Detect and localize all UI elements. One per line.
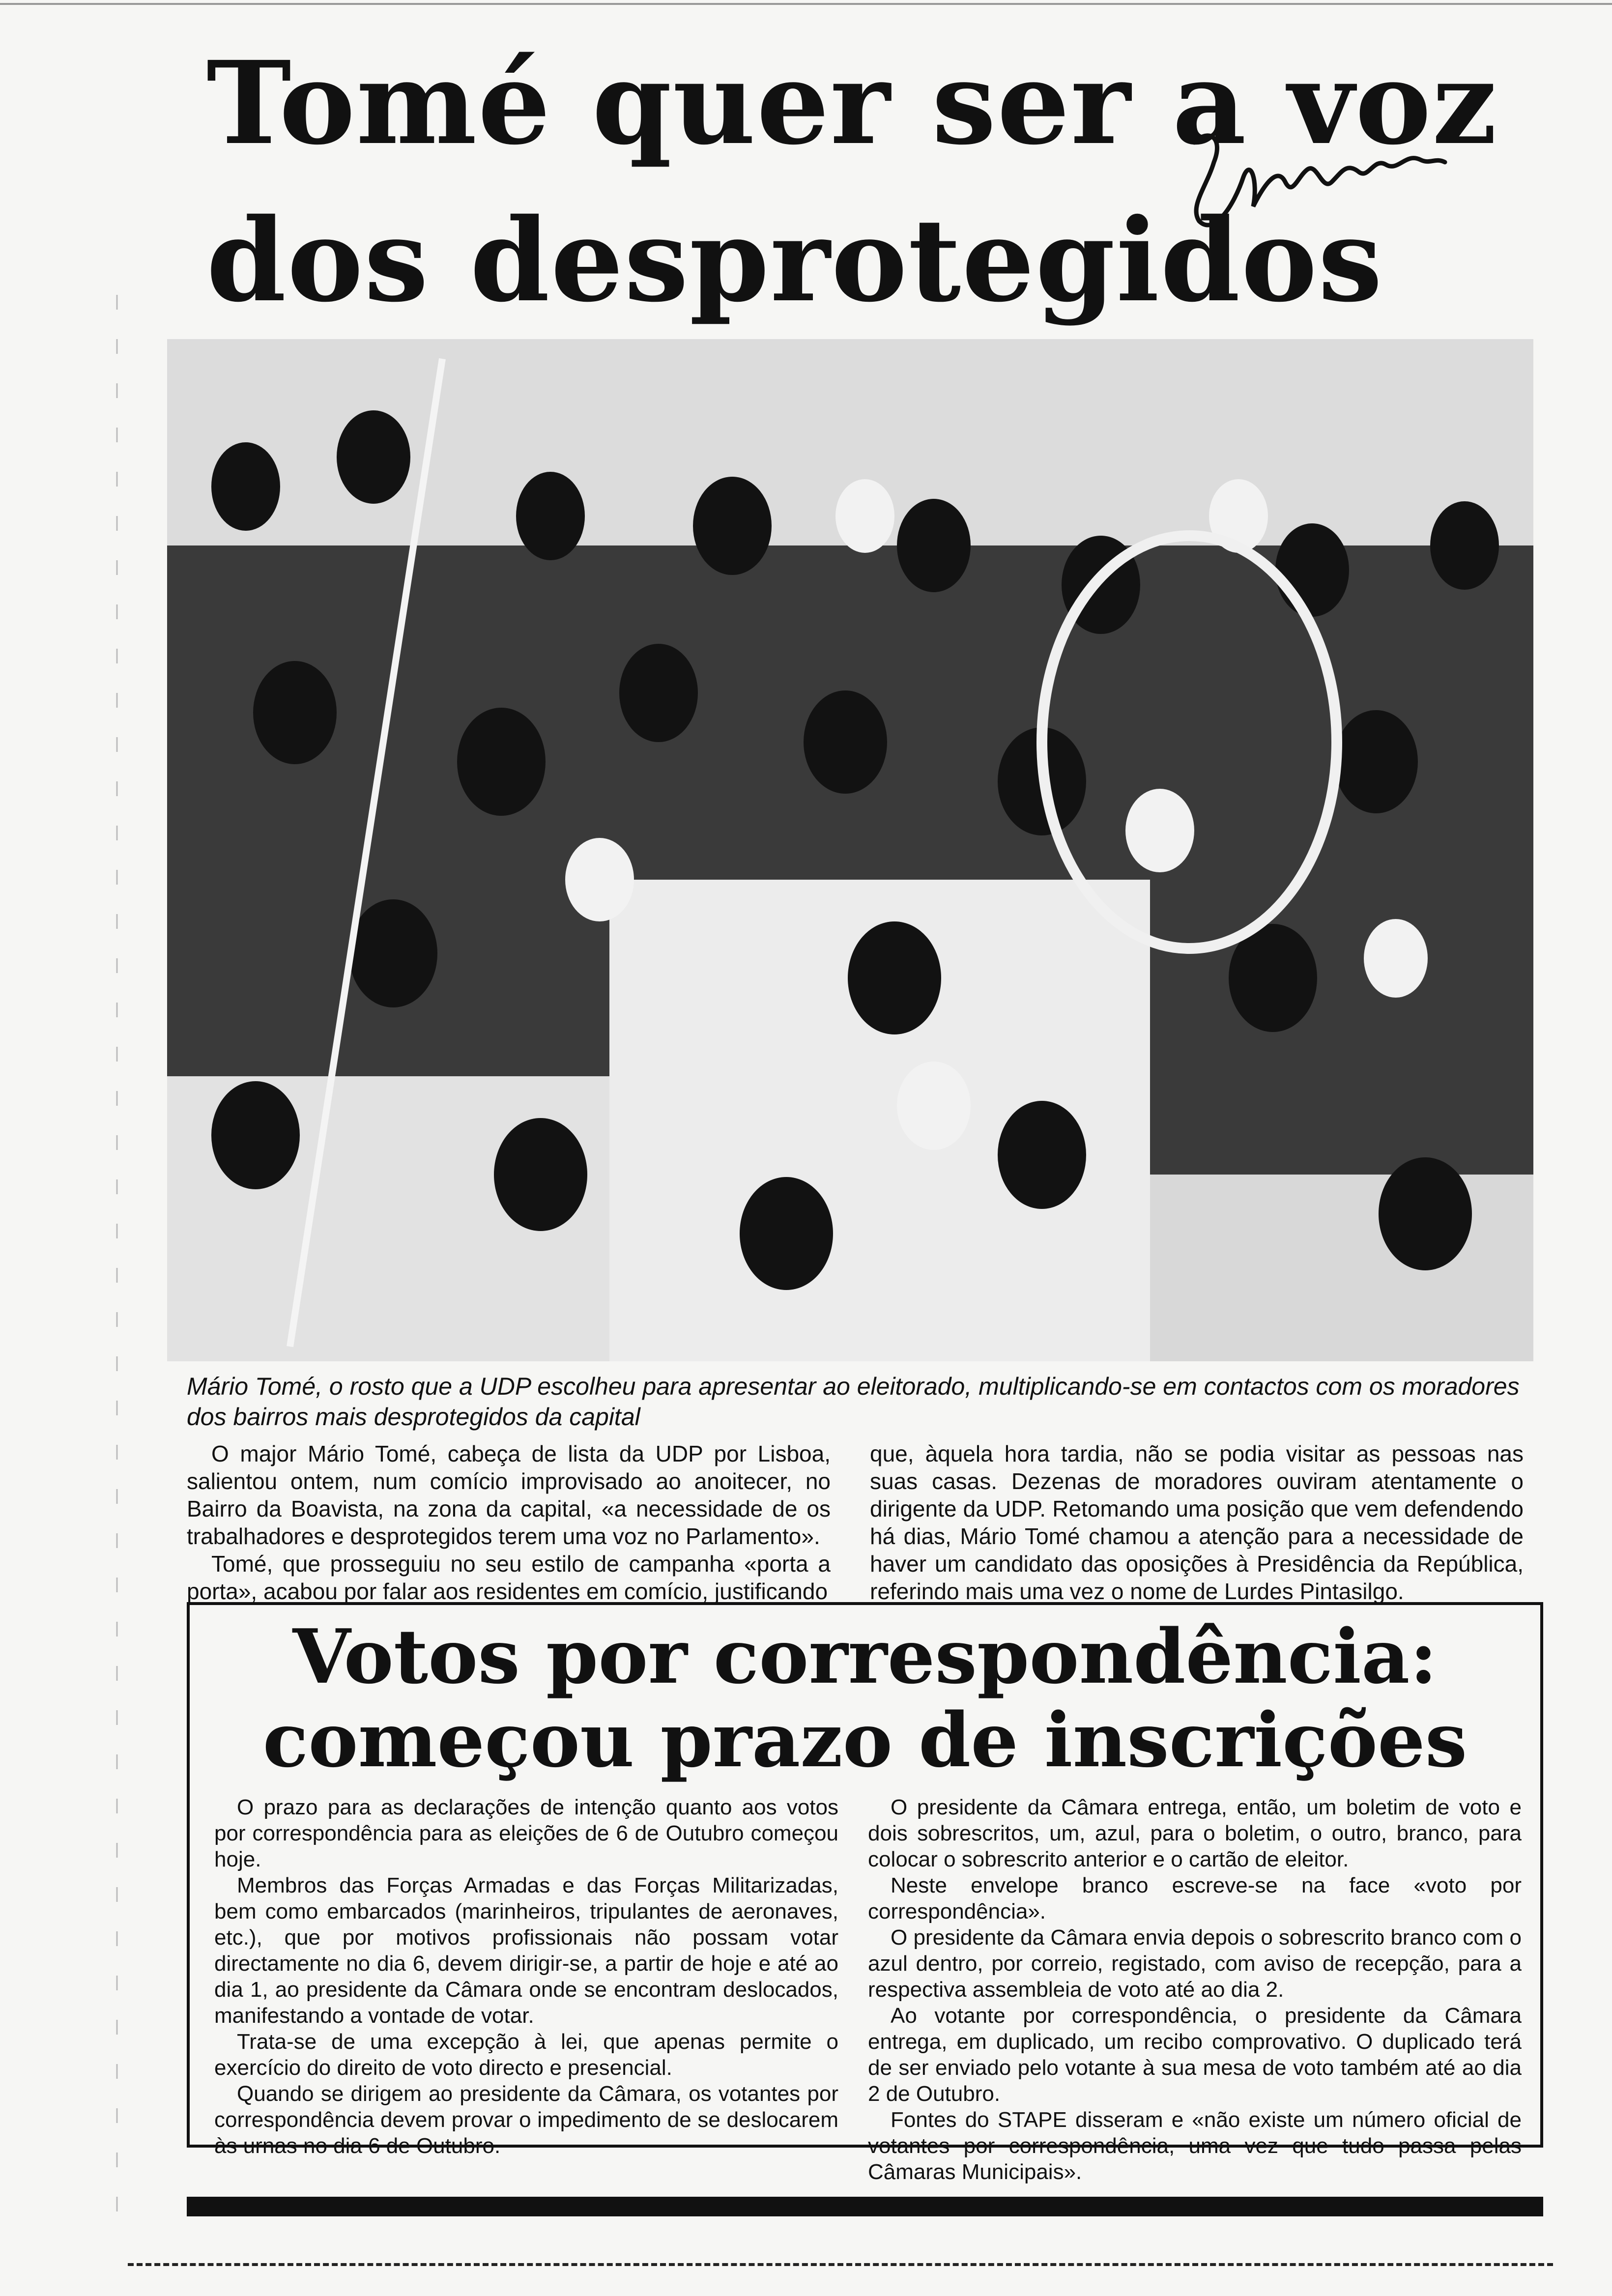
box-paragraph: O presidente da Câmara envia depois o sobrescrito branco com o azul dentro, por correio, registado, com aviso de recepção, para a respectiva assembleia de voto até ao dia 2.: [868, 1925, 1522, 2002]
box-paragraph: Ao votante por correspondência, o presidente da Câmara entrega, em duplicado, um recibo comprovativo. O duplicado terá de ser enviado pelo votante à sua mesa de voto também até ao dia 2 de Outubro.: [868, 2004, 1522, 2106]
box-headline-line-2: começou prazo de inscrições: [262, 1696, 1468, 1784]
boxed-article-headline: [190, 1612, 1540, 1784]
article-paragraph: Tomé, que prosseguiu no seu estilo de campanha «porta a porta», acabou por falar aos residentes em comício, justificando: [187, 1551, 831, 1604]
box-paragraph: Quando se dirigem ao presidente da Câmara, os votantes por correspondência devem provar o impedimento de se deslocarem às urnas no dia 6 de Outubro.: [214, 2082, 838, 2158]
boxed-article: [187, 1602, 1543, 2184]
box-paragraph: Neste envelope branco escreve-se na face «voto por correspondência».: [868, 1873, 1522, 1923]
article-paragraph: O major Mário Tomé, cabeça de lista da UDP por Lisboa, salientou ontem, num comício improvisado ao anoitecer, no Bairro da Boavista, na zona da capital, «a necessidade de os trabalhadores e desprotegidos terem uma voz no Parlamento».: [187, 1441, 831, 1549]
headline-line-1: Tomé quer ser a voz: [206, 36, 1498, 170]
box-paragraph: Membros das Forças Armadas e das Forças Militarizadas, bem como embarcados (marinheiros, tripulantes de aeronaves, etc.), que por motivos profissionais não possam votar directamente no dia 6, devem dirigir-se, a partir de hoje e até ao dia 1, ao presidente da Câmara onde se encontram deslocados, manifestando a vontade de votar.: [214, 1873, 838, 2028]
box-headline-line-1: Votos por correspondência:: [292, 1612, 1438, 1700]
box-paragraph: Fontes do STAPE disseram e «não existe um número oficial de votantes por correspondência, uma vez que tudo passa pelas Câmaras Municipais».: [868, 2108, 1522, 2184]
headline-line-2: dos desprotegidos: [206, 193, 1383, 327]
footer-black-rule: [187, 2197, 1543, 2216]
box-paragraph: Trata-se de uma excepção à lei, que apenas permite o exercício do direito de voto directo e presencial.: [214, 2030, 838, 2080]
photo-caption: Mário Tomé, o rosto que a UDP escolheu para apresentar ao eleitorado, multiplicando-se em contactos com os moradores dos bairros mais desprotegidos da capital: [187, 1373, 1520, 1431]
footer-dashed-rule: [128, 2263, 1553, 2271]
handwritten-signature: [1180, 123, 1455, 251]
article-column-1: [187, 1440, 831, 1605]
box-column-1: [214, 1794, 838, 2159]
article-column-2: [870, 1440, 1524, 1605]
news-photo-crowd: [167, 339, 1533, 1361]
article-paragraph: que, àquela hora tardia, não se podia visitar as pessoas nas suas casas. Dezenas de moradores ouviram atentamente o dirigente da UDP. Retomando uma posição que vem defendendo há dias, Mário Tomé chamou a atenção para a necessidade de haver um candidato das oposições à Presidência da República, referindo mais uma vez o nome de Lurdes Pintasilgo.: [870, 1441, 1524, 1604]
box-paragraph: O prazo para as declarações de intenção quanto aos votos por correspondência para as eleições de 6 de Outubro começou hoje.: [214, 1795, 838, 1871]
box-column-2: [868, 1794, 1522, 2185]
box-paragraph: O presidente da Câmara entrega, então, um boletim de voto e dois sobrescritos, um, azul, para o boletim, o outro, branco, para colocar o sobrescrito anterior e o cartão de eleitor.: [868, 1795, 1522, 1871]
